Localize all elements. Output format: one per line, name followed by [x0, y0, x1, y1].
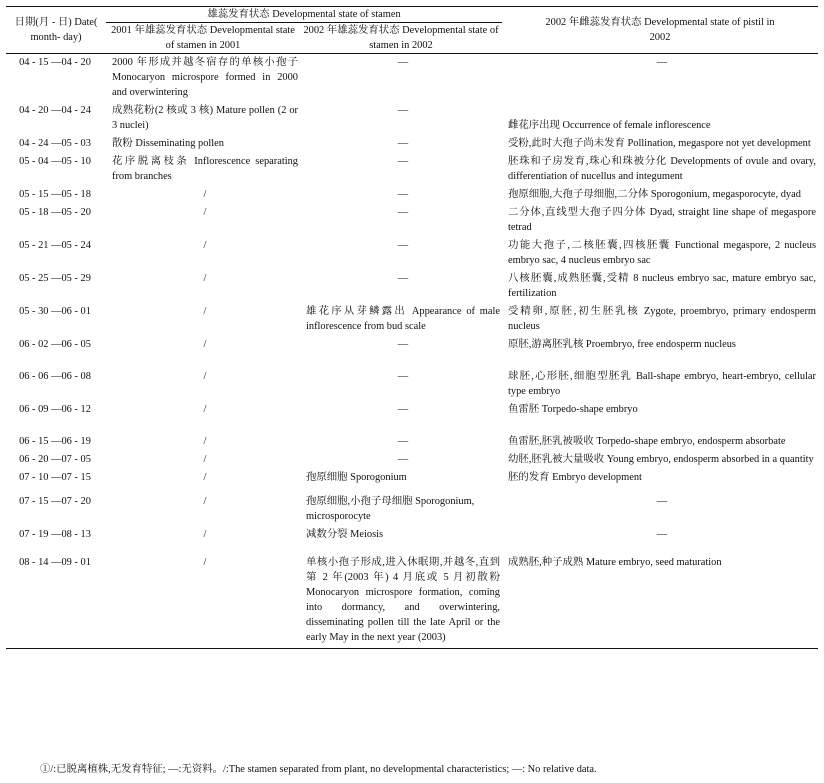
date-cell: 07 - 10 —07 - 15	[19, 472, 91, 483]
footnote: ①/:已脱离植株,无发育特征; —:无资料。/:The stamen separated from plant, no developmental characteristics; —: No relative data.	[40, 764, 597, 775]
stamen-2001-cell: 散粉 Disseminating pollen	[112, 138, 224, 149]
table-row	[6, 186, 818, 204]
date-cell: 04 - 24 —05 - 03	[19, 138, 91, 149]
stamen-2001-cell: 成熟花粉(2 核或 3 核) Mature pollen (2 or 3 nuclei)	[112, 105, 298, 131]
stamen-2001-cell: /	[203, 496, 207, 507]
pistil-2002-cell: 鱼雷胚 Torpedo-shape embryo	[508, 404, 638, 415]
date-cell: 06 - 20 —07 - 05	[19, 454, 91, 465]
stamen-2001-cell: /	[203, 207, 207, 218]
date-cell: 07 - 19 —08 - 13	[19, 529, 91, 540]
pistil-2002-header: 2002 年雌蕊发育状态 Developmental state of pistil in 2002	[502, 7, 818, 54]
stamen-2002-cell: 孢原细胞,小孢子母细胞 Sporogonium, microsporocyte	[306, 496, 475, 522]
pistil-2002-cell: 鱼雷胚,胚乳被吸收 Torpedo-shape embryo, endosperm absorbate	[508, 436, 786, 447]
stamen-2002-cell: 孢原细胞 Sporogonium	[306, 472, 407, 483]
date-cell: 05 - 25 —05 - 29	[19, 273, 91, 284]
date-cell: 05 - 21 —05 - 24	[19, 240, 91, 251]
stamen-2001-cell: /	[106, 554, 300, 649]
table-row	[6, 336, 818, 368]
pistil-2002-cell: 功能大孢子,二核胚囊,四核胚囊 Functional megaspore, 2 nucleus embryo sac, 4 nucleus embryo sac	[508, 240, 816, 266]
table-row	[6, 102, 818, 135]
date-cell: 06 - 06 —06 - 08	[19, 371, 91, 382]
date-cell: 05 - 30 —06 - 01	[19, 306, 91, 317]
pistil-2002-cell: —	[656, 496, 668, 507]
stamen-2002-cell: —	[397, 371, 409, 382]
stamen-2002-cell: 雄花序从芽鳞露出 Appearance of male inflorescence from bud scale	[306, 306, 500, 332]
date-cell: 05 - 04 —05 - 10	[19, 156, 91, 167]
pistil-2002-cell: 幼胚,胚乳被大量吸收 Young embryo, endosperm absorbed in a quantity	[508, 454, 814, 465]
stamen-2001-cell: /	[203, 436, 207, 447]
stamen-2001-cell: /	[203, 404, 207, 415]
stamen-2001-cell: /	[203, 371, 207, 382]
pistil-2002-cell: 受精卵,原胚,初生胚乳核 Zygote, proembryo, primary endosperm nucleus	[508, 306, 816, 332]
stamen-2002-cell: —	[397, 404, 409, 415]
stamen-2001-cell: /	[203, 189, 207, 200]
pistil-2002-cell: —	[656, 57, 668, 68]
stamen-2002-cell: —	[397, 156, 409, 167]
stamen-2002-cell: 减数分裂 Meiosis	[306, 529, 384, 540]
date-cell: 04 - 20 —04 - 24	[19, 105, 91, 116]
pistil-2002-cell: 球胚,心形胚,细胞型胚乳 Ball-shape embryo, heart-embryo, cellular type embryo	[508, 371, 816, 397]
table-row	[6, 451, 818, 469]
pistil-2002-cell: 胚珠和子房发育,珠心和珠被分化 Developments of ovule and ovary, differentiation of nucellus and integument	[508, 156, 816, 182]
date-cell: 08 - 14 —09 - 01	[6, 554, 106, 649]
pistil-2002-cell: 胚的发育 Embryo development	[508, 472, 642, 483]
table-row	[6, 204, 818, 237]
stamen-group-header: 雄蕊发育状态 Developmental state of stamen	[106, 7, 502, 23]
pistil-2002-cell: —	[656, 529, 668, 540]
table-row	[6, 153, 818, 186]
stamen-2001-cell: /	[203, 273, 207, 284]
table-row	[6, 368, 818, 401]
stamen-2002-cell: —	[397, 138, 409, 149]
stamen-2002-cell: —	[397, 189, 409, 200]
date-cell: 07 - 15 —07 - 20	[19, 496, 91, 507]
stamen-2001-cell: /	[203, 306, 207, 317]
table-row	[6, 401, 818, 433]
table-row	[6, 493, 818, 526]
table-row	[6, 303, 818, 336]
stamen-2001-cell: /	[203, 472, 207, 483]
table-row	[6, 270, 818, 303]
stamen-2002-cell: —	[397, 105, 409, 116]
pistil-2002-cell: 受粉,此时大孢子尚未发育 Pollination, megaspore not yet development	[508, 138, 811, 149]
stamen-2001-cell: /	[203, 240, 207, 251]
stamen-2002-cell: —	[397, 207, 409, 218]
stamen-2002-header: 2002 年雄蕊发育状态 Developmental state of stamen in 2002	[300, 23, 502, 54]
date-cell: 06 - 15 —06 - 19	[19, 436, 91, 447]
pistil-2002-cell: 成熟胚,种子成熟 Mature embryo, seed maturation	[502, 554, 818, 649]
pistil-2002-cell: 八核胚囊,成熟胚囊,受精 8 nucleus embryo sac, mature embryo sac, fertilization	[508, 273, 816, 299]
table-row	[6, 469, 818, 493]
date-cell: 06 - 09 —06 - 12	[19, 404, 91, 415]
table-row	[6, 554, 818, 649]
table-row	[6, 237, 818, 270]
stamen-2002-cell: 单核小孢子形成,进入休眠期,并越冬,直到第 2 年(2003 年) 4 月底或 5 月初散粉 Monocaryon microspore formation, coming into dormancy, and overwintering, disseminating pollen till the late April or the early May in the next year (2003)	[300, 554, 502, 649]
table-row	[6, 54, 818, 103]
date-cell: 06 - 02 —06 - 05	[19, 339, 91, 350]
date-column-header: 日期(月 - 日) Date( month- day)	[6, 7, 106, 54]
stamen-2002-cell: —	[397, 454, 409, 465]
table-row	[6, 135, 818, 153]
stamen-2002-cell: —	[397, 339, 409, 350]
pistil-2002-cell: 原胚,游离胚乳核 Proembryo, free endosperm nucleus	[508, 339, 736, 350]
stamen-2002-cell: —	[397, 436, 409, 447]
stamen-2001-cell: /	[203, 529, 207, 540]
date-cell: 04 - 15 —04 - 20	[19, 57, 91, 68]
date-cell: 05 - 15 —05 - 18	[19, 189, 91, 200]
table-body	[6, 54, 818, 649]
stamen-2001-cell: 花序脱离枝条 Inflorescence separating from branches	[112, 156, 298, 182]
stamen-2001-header: 2001 年雄蕊发育状态 Developmental state of stamen in 2001	[106, 23, 300, 54]
date-cell: 05 - 18 —05 - 20	[19, 207, 91, 218]
stamen-2002-cell: —	[397, 273, 409, 284]
stamen-2002-cell: —	[397, 240, 409, 251]
table-row	[6, 433, 818, 451]
stamen-2001-cell: /	[203, 339, 207, 350]
pistil-2002-cell: 孢原细胞,大孢子母细胞,二分体 Sporogonium, megasporocyte, dyad	[508, 189, 801, 200]
stamen-2001-cell: /	[203, 454, 207, 465]
table-row	[6, 526, 818, 554]
stamen-2001-cell: 2000 年形成并越冬宿存的单核小孢子 Monocaryon microspore formed in 2000 and overwintering	[112, 57, 298, 98]
pistil-2002-cell: 雌花序出现 Occurrence of female inflorescence	[508, 120, 711, 131]
pistil-2002-cell: 二分体,直线型大孢子四分体 Dyad, straight line shape of megaspore tetrad	[508, 207, 816, 233]
stamen-2002-cell: —	[397, 57, 409, 68]
development-table	[6, 6, 818, 649]
